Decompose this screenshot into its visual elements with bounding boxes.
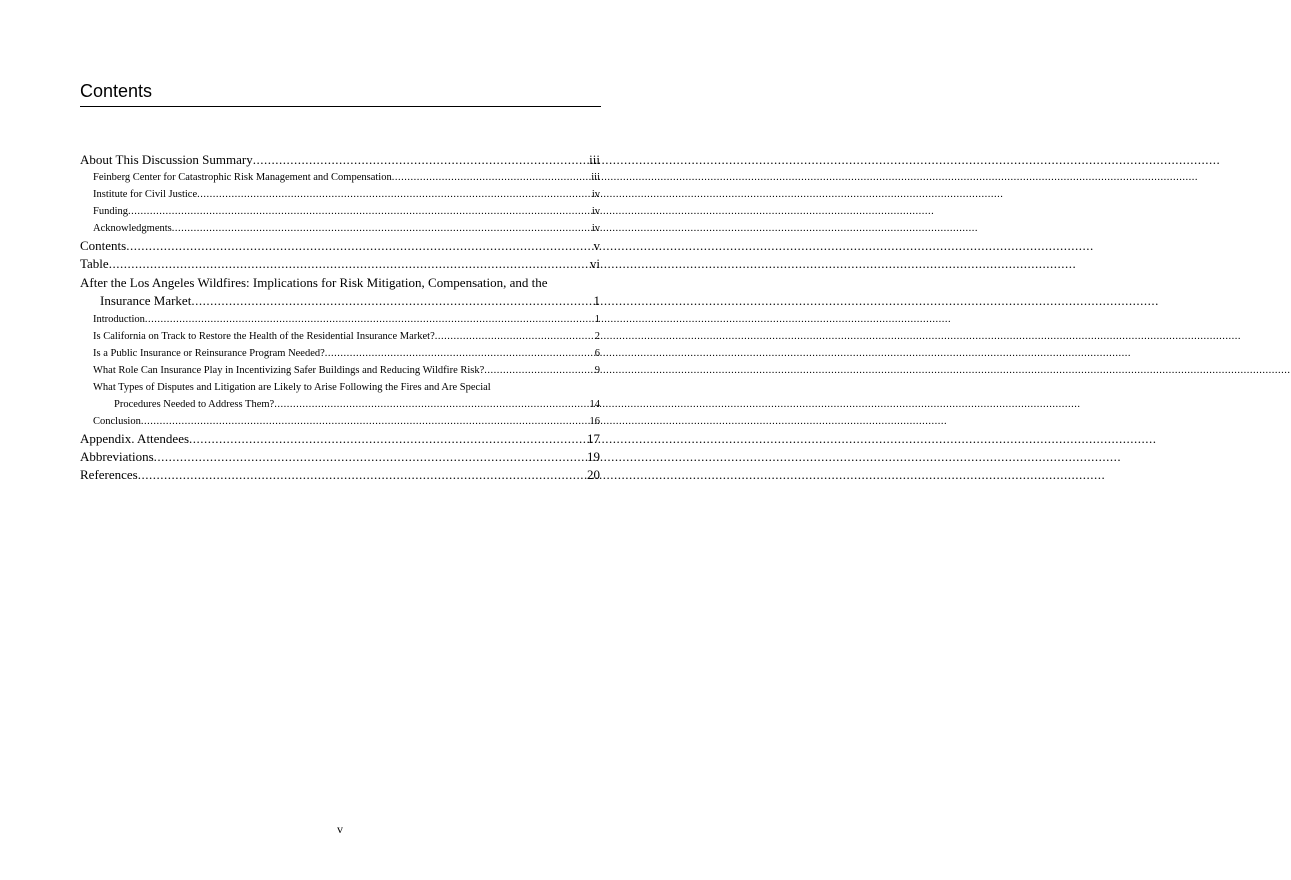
dot-leader	[392, 169, 591, 186]
toc-page-number: 9	[594, 364, 600, 376]
toc-entry-feinberg[interactable]	[80, 169, 600, 186]
toc-entry-disputes-line2[interactable]	[80, 396, 600, 413]
dot-leader	[197, 186, 591, 203]
toc-entry-acknowledgments[interactable]	[80, 220, 600, 237]
toc-entry-insurance-role[interactable]	[80, 362, 600, 379]
toc-entry-title-continued: Insurance Market	[100, 293, 192, 309]
toc-entry-references[interactable]	[80, 466, 600, 484]
dot-leader	[126, 237, 592, 255]
dot-leader	[189, 430, 586, 448]
toc-entry-title: About This Discussion Summary	[80, 152, 253, 167]
toc-page-number: 6	[594, 347, 600, 359]
table-of-contents	[80, 151, 600, 484]
dot-leader	[138, 466, 586, 484]
dot-leader	[109, 255, 589, 273]
toc-entry-california[interactable]	[80, 328, 600, 345]
toc-entry-title: Institute for Civil Justice	[93, 189, 198, 201]
dot-leader	[191, 292, 592, 310]
toc-page-number: 2	[594, 330, 600, 342]
toc-entry-title: Is California on Track to Restore the Health of the Residential Insurance Market?	[93, 330, 435, 342]
toc-page-number: iv	[591, 189, 600, 201]
toc-page-number: 20	[587, 467, 600, 483]
toc-entry-introduction[interactable]	[80, 311, 600, 328]
dot-leader	[145, 311, 594, 328]
toc-entry-after-line1[interactable]	[80, 274, 600, 293]
toc-entry-title: Table	[80, 256, 109, 272]
dot-leader	[172, 220, 591, 237]
toc-page-number: 16	[589, 415, 600, 427]
toc-entry-title: Introduction	[93, 313, 145, 325]
toc-entry-title: Feinberg Center for Catastrophic Risk Management and Compensation	[93, 172, 392, 184]
toc-entry-title: After the Los Angeles Wildfires: Implications for Risk Mitigation, Compensation, and the	[80, 274, 548, 290]
toc-entry-abbreviations[interactable]	[80, 448, 600, 466]
toc-page-number: 1	[594, 313, 600, 325]
toc-entry-title: Appendix. Attendees	[80, 430, 190, 446]
toc-page-number: iii	[589, 152, 600, 167]
toc-entry-disputes-line1[interactable]	[80, 379, 600, 396]
title-rule	[80, 106, 601, 107]
toc-page-number: 19	[587, 449, 600, 464]
toc-entry-funding[interactable]	[80, 203, 600, 220]
dot-leader	[253, 151, 588, 169]
toc-entry-public-program[interactable]	[80, 345, 600, 362]
toc-entry-title: Contents	[80, 238, 127, 254]
dot-leader	[274, 396, 588, 413]
toc-page-number: 17	[587, 430, 600, 446]
toc-page-number: vi	[589, 256, 600, 272]
toc-entry-about[interactable]	[80, 151, 600, 169]
dot-leader	[141, 413, 589, 430]
toc-entry-title: Funding	[93, 206, 129, 218]
toc-page-number: v	[593, 238, 600, 254]
toc-entry-title: Is a Public Insurance or Reinsurance Program Needed?	[93, 347, 325, 359]
toc-entry-title: Abbreviations	[80, 449, 154, 464]
toc-entry-appendix[interactable]	[80, 430, 600, 448]
dot-leader	[325, 345, 594, 362]
toc-page-number: 1	[593, 293, 600, 309]
toc-entry-title: Acknowledgments	[93, 223, 172, 235]
toc-page-number: iii	[591, 172, 600, 184]
page-title: Contents	[80, 81, 153, 101]
dot-leader	[128, 203, 591, 220]
dot-leader	[484, 362, 593, 379]
toc-entry-table[interactable]	[80, 255, 600, 273]
toc-page-number: 14	[589, 398, 600, 410]
toc-entry-title: Conclusion	[93, 415, 141, 427]
toc-entry-conclusion[interactable]	[80, 413, 600, 430]
dot-leader	[154, 448, 586, 466]
toc-entry-contents[interactable]	[80, 237, 600, 255]
page-number-footer: v	[337, 822, 343, 836]
toc-entry-title: What Role Can Insurance Play in Incentivizing Safer Buildings and Reducing Wildfire Risk?	[93, 364, 485, 376]
toc-page-number: iv	[591, 206, 600, 218]
toc-entry-title-continued: Procedures Needed to Address Them?	[114, 398, 275, 410]
dot-leader	[435, 328, 594, 345]
toc-entry-after-line2[interactable]	[80, 292, 600, 311]
toc-entry-icj[interactable]	[80, 186, 600, 203]
toc-entry-title: References	[80, 467, 138, 483]
toc-entry-title: What Types of Disputes and Litigation are Likely to Arise Following the Fires and Are Special	[93, 381, 491, 393]
toc-page-number: iv	[591, 223, 600, 235]
